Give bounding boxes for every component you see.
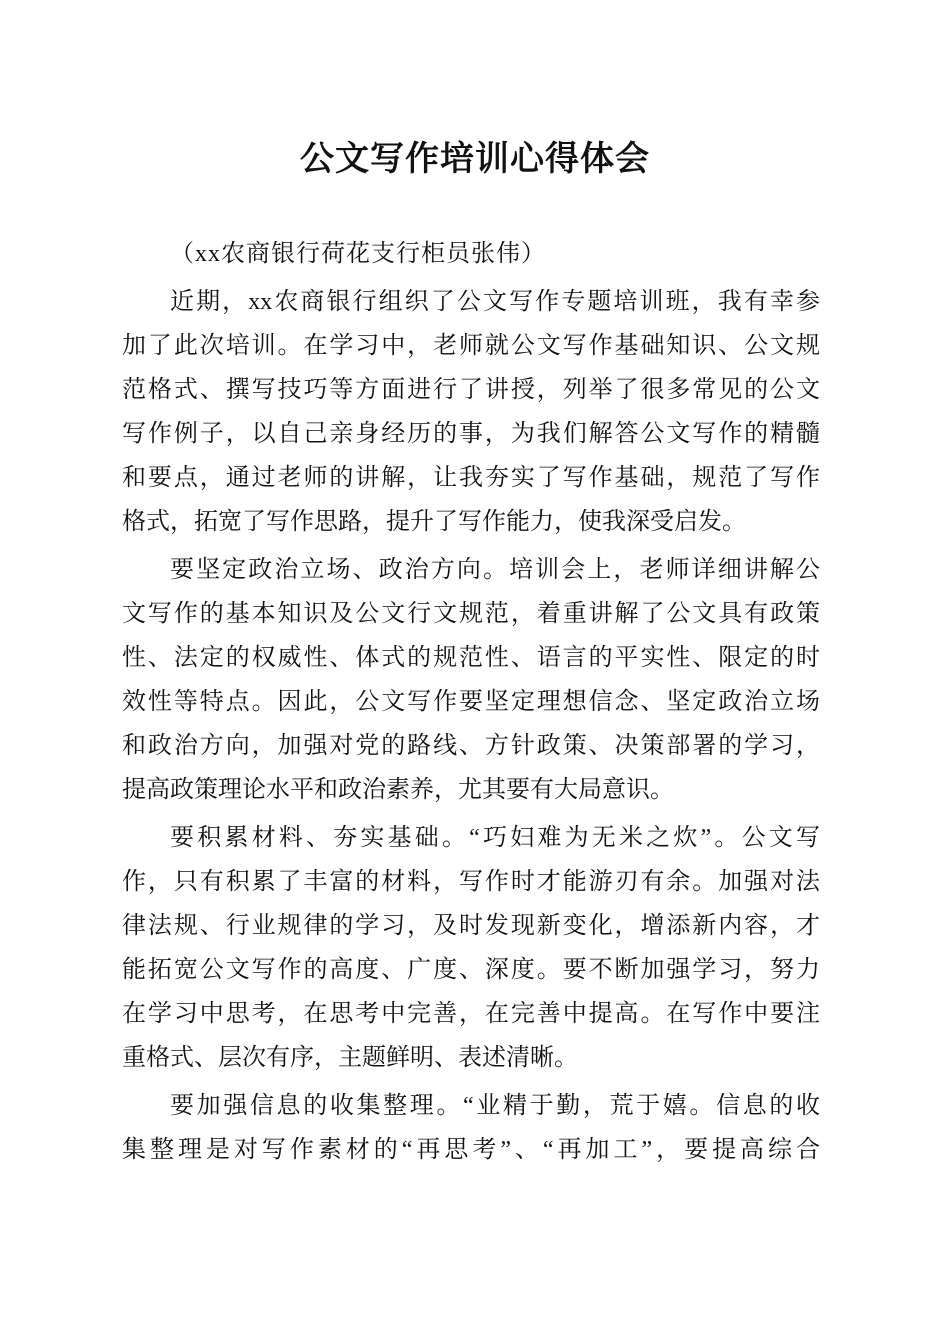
paragraph-line: 要积累材料、夯实基础。“巧妇难为无米之炊”。公文写	[170, 825, 820, 851]
paragraph-line: 格式，拓宽了写作思路，提升了写作能力，使我深受启发。	[122, 509, 746, 535]
paragraph-line: 性、法定的权威性、体式的规范性、语言的平实性、限定的时	[122, 645, 820, 671]
paragraph	[122, 1084, 820, 1172]
document-title: 公文写作培训心得体会	[300, 141, 650, 178]
paragraph-line: 加了此次培训。在学习中，老师就公文写作基础知识、公文规	[122, 333, 820, 359]
paragraph	[122, 816, 820, 1080]
paragraph-line: 和要点，通过老师的讲解，让我夯实了写作基础，规范了写作	[122, 465, 820, 491]
paragraph-line: 近期，xx农商银行组织了公文写作专题培训班，我有幸参	[170, 289, 820, 315]
paragraphs	[122, 280, 820, 1172]
paragraph-line: 要坚定政治立场、政治方向。培训会上，老师详细讲解公	[170, 557, 820, 583]
paragraph-line: 和政治方向，加强对党的路线、方针政策、决策部署的学习，	[122, 733, 820, 759]
paragraph-line: 范格式、撰写技巧等方面进行了讲授，列举了很多常见的公文	[122, 377, 820, 403]
paragraph-line: 在学习中思考，在思考中完善，在完善中提高。在写作中要注	[122, 1001, 820, 1027]
paragraph-line: 律法规、行业规律的学习，及时发现新变化，增添新内容，才	[122, 913, 820, 939]
author-byline: （xx农商银行荷花支行柜员张伟）	[170, 241, 546, 267]
paragraph-line: 要加强信息的收集整理。“业精于勤，荒于嬉。信息的收	[170, 1093, 820, 1119]
paragraph-line: 提高政策理论水平和政治素养，尤其要有大局意识。	[122, 777, 674, 803]
paragraph-line: 文写作的基本知识及公文行文规范，着重讲解了公文具有政策	[122, 601, 820, 627]
paragraph-line: 作，只有积累了丰富的材料，写作时才能游刃有余。加强对法	[122, 869, 820, 895]
paragraph	[122, 548, 820, 812]
paragraph-line: 能拓宽公文写作的高度、广度、深度。要不断加强学习，努力	[122, 957, 820, 983]
paragraph-line: 写作例子，以自己亲身经历的事，为我们解答公文写作的精髓	[122, 421, 820, 447]
paragraph-line: 集整理是对写作素材的“再思考”、“再加工”，要提高综合	[122, 1137, 820, 1163]
document-body	[122, 232, 820, 1172]
paragraph-line: 重格式、层次有序，主题鲜明、表述清晰。	[122, 1045, 578, 1071]
paragraph-line: 效性等特点。因此，公文写作要坚定理想信念、坚定政治立场	[122, 689, 820, 715]
paragraph	[122, 280, 820, 544]
